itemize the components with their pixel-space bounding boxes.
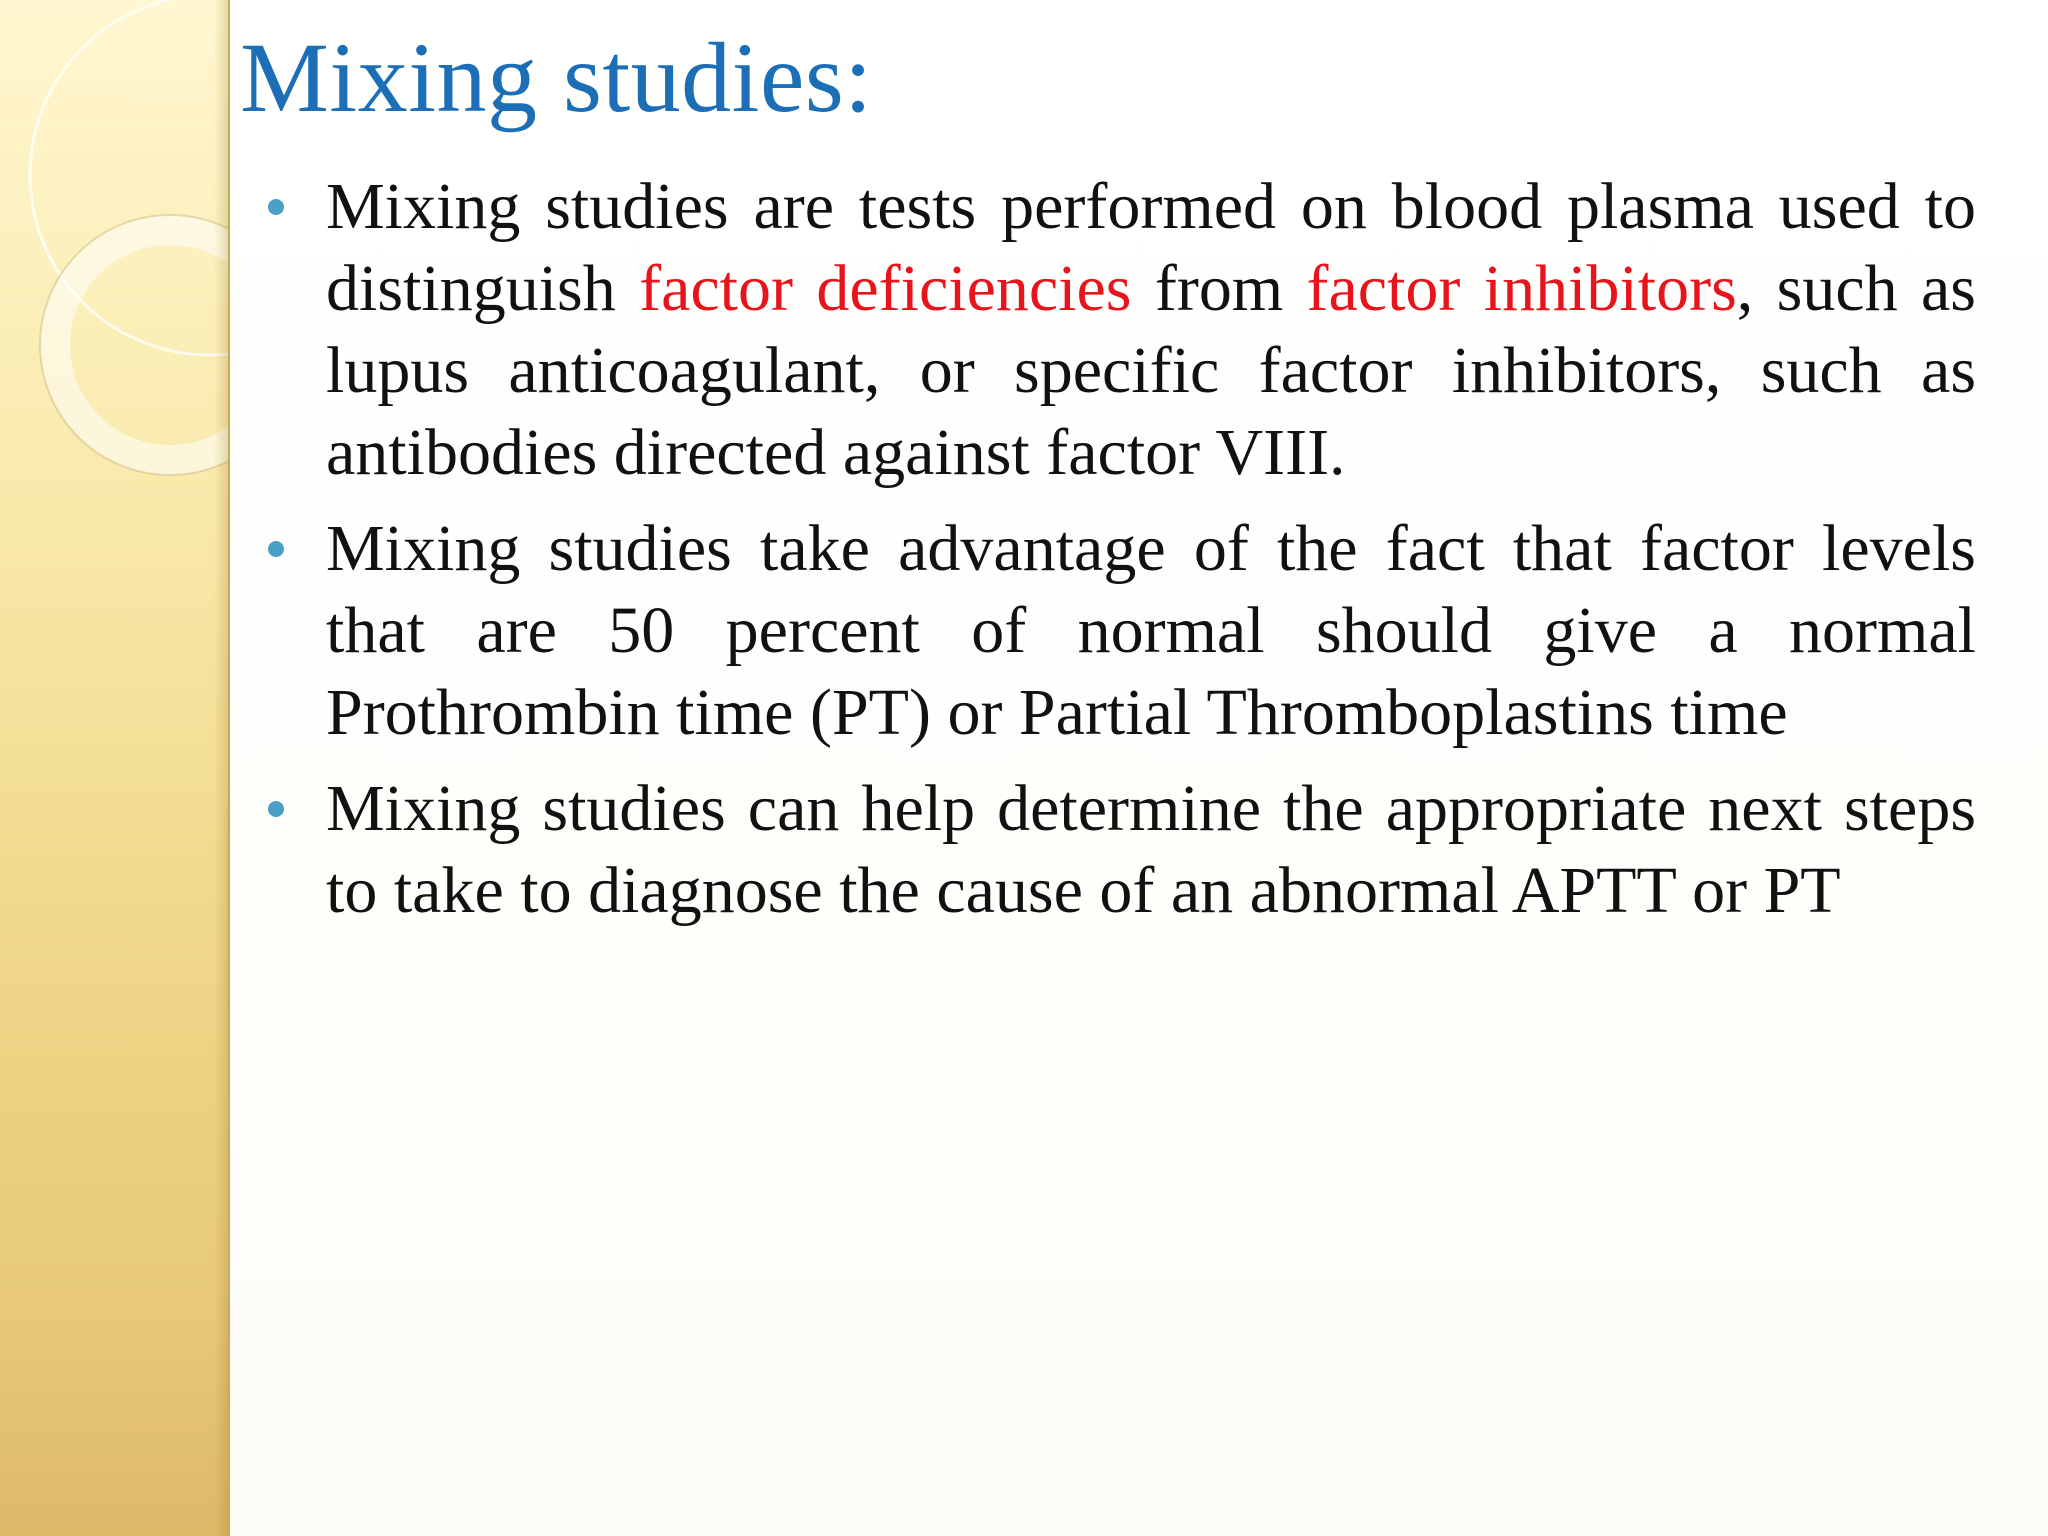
bullet-text: , such as lupus anticoagulant, or specific factor inhibitors, such as antibodies directed against factor VIII. [326, 252, 1976, 489]
bullet-item-definition [260, 166, 1976, 494]
decorative-rings-icon [0, 0, 228, 520]
slide-title: Mixing studies: [240, 22, 873, 133]
bullet-text: Mixing studies are tests performed on blood plasma used to distinguish [326, 170, 1976, 325]
bullet-list [260, 166, 1976, 946]
highlight-factor-inhibitors: factor inhibitors [1306, 252, 1737, 325]
bullet-dot-icon [268, 541, 284, 557]
bullet-text: Mixing studies take advantage of the fact that factor levels that are 50 percent of normal should give a normal Prothrombin time (PT) or Partial Thromboplastins time [326, 512, 1976, 749]
decorative-sidebar [0, 0, 230, 1536]
bullet-text: from [1131, 252, 1307, 325]
bullet-item-purpose [260, 768, 1976, 932]
bullet-text: Mixing studies can help determine the appropriate next steps to take to diagnose the cause of an abnormal APTT or PT [326, 772, 1976, 927]
highlight-factor-deficiencies: factor deficiencies [639, 252, 1132, 325]
bullet-dot-icon [268, 801, 284, 817]
bullet-item-principle [260, 508, 1976, 754]
sidebar-edge-shadow [214, 0, 228, 1536]
bullet-dot-icon [268, 199, 284, 215]
